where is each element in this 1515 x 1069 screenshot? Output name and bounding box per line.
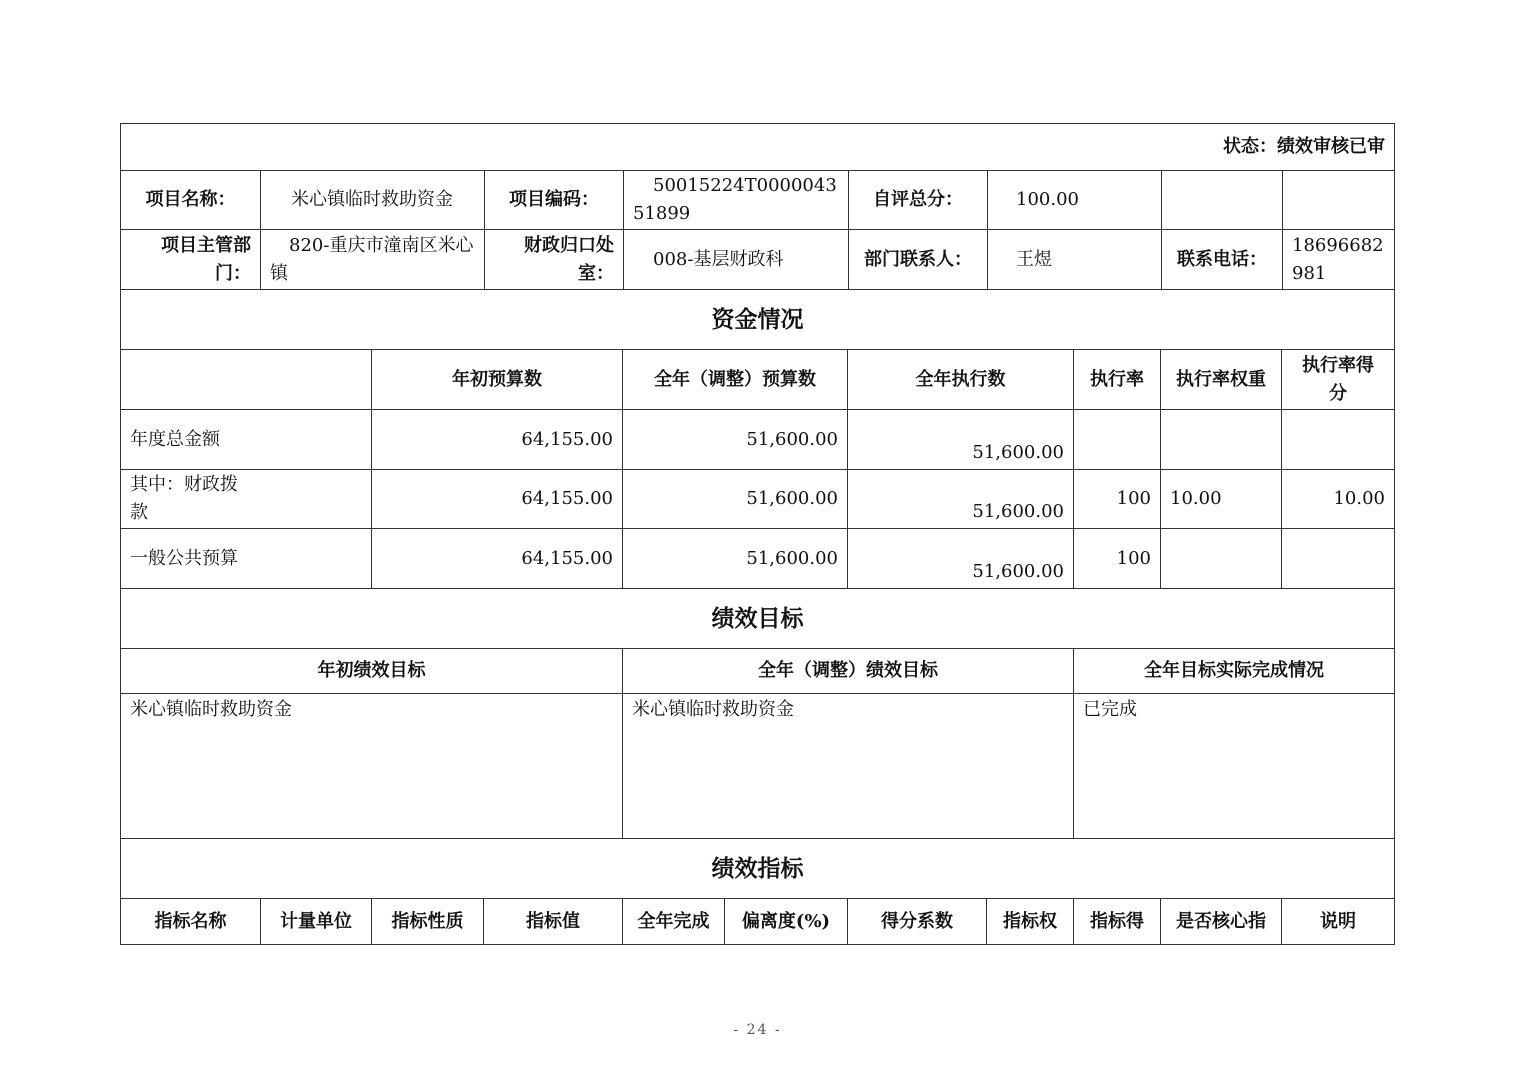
empty-cell — [1283, 171, 1394, 230]
funds-row-score — [1282, 410, 1394, 470]
funds-row-executed: 51,600.00 — [848, 470, 1074, 529]
funds-row-adjusted: 51,600.00 — [623, 470, 848, 529]
funds-row-rate: 100 — [1074, 470, 1161, 529]
self-score-label: 自评总分： — [849, 171, 988, 230]
goals-adjusted-text: 米心镇临时救助资金 — [623, 694, 1074, 839]
funds-row-initial: 64,155.00 — [372, 470, 623, 529]
indicator-header-core: 是否核心指 — [1161, 899, 1282, 944]
indicator-header-weight: 指标权 — [987, 899, 1074, 944]
contact-value: 王煜 — [988, 230, 1162, 290]
phone-label: 联系电话： — [1162, 230, 1283, 290]
indicator-header-name: 指标名称 — [121, 899, 261, 944]
project-name-label: 项目名称： — [121, 171, 261, 230]
funds-row-rate: 100 — [1074, 529, 1161, 589]
goals-header-actual: 全年目标实际完成情况 — [1074, 649, 1394, 694]
funds-header-score: 执行率得分 — [1282, 350, 1394, 410]
indicator-header-nature: 指标性质 — [372, 899, 484, 944]
dept-value: 820-重庆市潼南区米心镇 — [261, 230, 485, 290]
funds-row-executed: 51,600.00 — [848, 410, 1074, 470]
funds-row-adjusted: 51,600.00 — [623, 410, 848, 470]
funds-header-rate: 执行率 — [1074, 350, 1161, 410]
funds-row-score: 10.00 — [1282, 470, 1394, 529]
goals-title: 绩效目标 — [121, 589, 1394, 649]
funds-row-adjusted: 51,600.00 — [623, 529, 848, 589]
indicator-header-note: 说明 — [1320, 910, 1356, 932]
funds-header-adjusted: 全年（调整）预算数 — [623, 350, 848, 410]
phone-value: 18696682981 — [1283, 230, 1394, 290]
funds-header-initial: 年初预算数 — [372, 350, 623, 410]
funds-row-weight — [1161, 529, 1282, 589]
funds-row-name: 其中：财政拨款 — [121, 470, 372, 529]
funds-row-name: 年度总金额 — [121, 410, 372, 470]
goals-header-initial: 年初绩效目标 — [121, 649, 623, 694]
funds-row-initial: 64,155.00 — [372, 410, 623, 470]
finance-label: 财政归口处室： — [485, 230, 624, 290]
indicator-header-value: 指标值 — [484, 899, 623, 944]
funds-header-weight: 执行率权重 — [1161, 350, 1282, 410]
project-name-value: 米心镇临时救助资金 — [261, 171, 485, 230]
funds-row-initial: 64,155.00 — [372, 529, 623, 589]
goals-actual-text: 已完成 — [1074, 694, 1394, 839]
indicator-header-deviation: 偏离度(%) — [725, 899, 848, 944]
indicator-header-completion: 全年完成 — [623, 899, 725, 944]
indicator-header-score: 指标得 — [1074, 899, 1161, 944]
indicator-header-coefficient: 得分系数 — [848, 899, 987, 944]
funds-header-blank — [121, 350, 372, 410]
goals-initial-text: 米心镇临时救助资金 — [121, 694, 623, 839]
funds-header-executed: 全年执行数 — [848, 350, 1074, 410]
funds-title: 资金情况 — [121, 290, 1394, 350]
dept-label: 项目主管部门： — [121, 230, 261, 290]
page-number: - 24 - — [733, 1022, 782, 1038]
funds-row-rate — [1074, 410, 1161, 470]
funds-row-name: 一般公共预算 — [121, 529, 372, 589]
status-line: 状态：绩效审核已审 — [121, 124, 1394, 171]
project-code-value: 50015224T000004351899 — [624, 171, 849, 230]
contact-label: 部门联系人： — [849, 230, 988, 290]
funds-row-score — [1282, 529, 1394, 589]
indicator-header-unit: 计量单位 — [261, 899, 372, 944]
project-code-label — [485, 171, 624, 230]
indicators-title: 绩效指标 — [121, 839, 1394, 899]
goals-header-adjusted: 全年（调整）绩效目标 — [623, 649, 1074, 694]
funds-row-executed: 51,600.00 — [848, 529, 1074, 589]
empty-cell — [1162, 171, 1283, 230]
funds-row-weight: 10.00 — [1161, 470, 1282, 529]
project-code-label-text: 项目编码： — [509, 189, 599, 210]
self-score-value: 100.00 — [988, 171, 1162, 230]
performance-table — [120, 123, 1395, 945]
funds-row-weight — [1161, 410, 1282, 470]
finance-value: 008-基层财政科 — [624, 230, 849, 290]
